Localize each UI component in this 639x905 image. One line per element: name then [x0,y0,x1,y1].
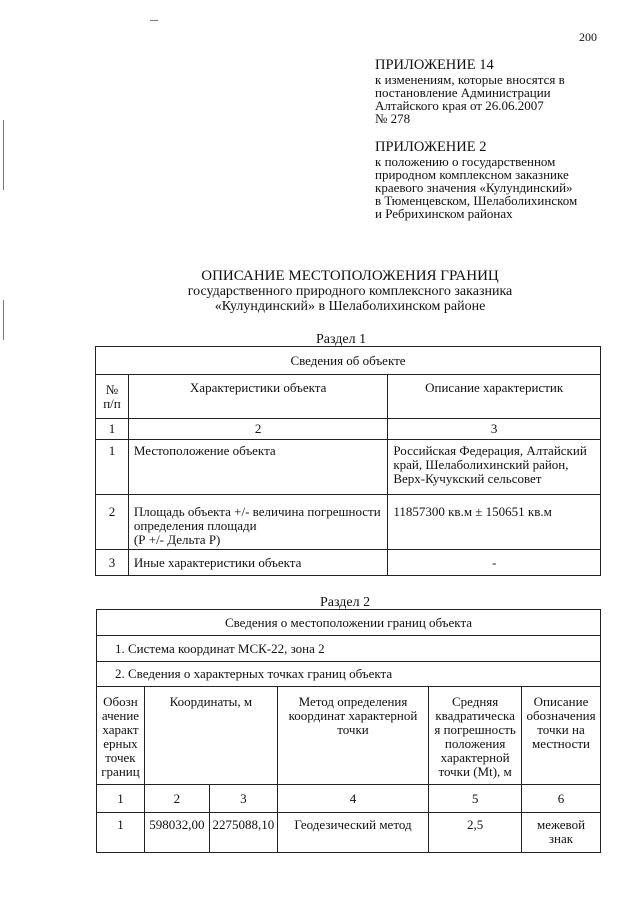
row-number: 3 [96,550,129,576]
header-line: точки [337,722,369,737]
section-1-title: Раздел 1 [316,332,367,347]
header-line: ерных [103,736,138,751]
table-row [97,813,601,853]
scan-mark [3,120,4,190]
point-id: 1 [97,813,145,853]
mean-square-error: 2,5 [429,813,522,853]
header-point-designation [97,687,145,785]
column-number: 5 [429,785,522,813]
point-marker-description [522,813,601,853]
header-num-line: № [105,381,119,397]
header-line: координат характерной [288,708,418,723]
annex-14-heading: ПРИЛОЖЕНИЕ 14 [375,57,494,73]
row-description [388,440,601,495]
column-number: 6 [522,785,601,813]
cell-line: (Р +/- Дельта Р) [133,532,221,547]
cell-line: Местоположение объекта [133,443,276,458]
column-number: 2 [128,419,387,440]
page-number: 200 [579,30,597,44]
annex-14-block [375,58,565,125]
header-line: точек [105,750,136,765]
column-number: 3 [209,785,277,813]
table-row [96,550,601,576]
cell-line: 11857300 кв.м ± 150651 кв.м [393,504,552,519]
header-num [96,375,129,419]
title-line-3: «Кулундинский» в Шелаболихинском районе [214,299,486,314]
annex-14-line: № 278 [375,111,411,126]
annex-14-line: к изменениям, которые вносятся в [375,72,565,87]
table-title: Сведения о местоположении границ объекта [97,610,601,636]
column-number: 1 [96,419,129,440]
row-number: 1 [96,440,129,495]
annex-14-line: постановление Администрации [375,85,551,100]
annex-2-line: краевого значения «Кулундинский» [375,180,573,195]
boundary-location-table [96,609,601,853]
table-title: Сведения об объекте [96,347,601,375]
header-line: ачение [101,708,140,723]
table-row [96,495,601,550]
header-line: местности [532,736,590,751]
cell-line: Площадь объекта +/- величина погрешности [133,504,381,519]
coordinate-system: 1. Система координат МСК-22, зона 2 [97,636,601,662]
annex-2-line: в Тюменцевском, Шелаболихинском [375,193,578,208]
cell-line: знак [548,831,574,846]
column-number: 2 [144,785,209,813]
annex-2-block [375,140,577,220]
column-number: 1 [97,785,145,813]
scan-mark [3,300,4,340]
row-description [388,495,601,550]
coordinate-y: 2275088,10 [209,813,277,853]
header-line: точки (Mt), м [438,764,512,779]
header-line: я погрешность [434,722,516,737]
header-line: Средняя [451,694,499,709]
row-number: 2 [96,495,129,550]
header-num-line: п/п [103,395,121,411]
cell-line: Российская Федерация, Алтайский [393,443,587,458]
table-row [96,440,601,495]
annex-2-heading: ПРИЛОЖЕНИЕ 2 [375,139,487,155]
header-line: Метод определения [298,694,408,709]
coordinate-x: 598032,00 [144,813,209,853]
header-mean-error [429,687,522,785]
header-point-description [522,687,601,785]
header-description: Описание характеристик [388,375,601,419]
row-characteristic [128,495,387,550]
annex-2-line: природном комплексном заказнике [375,167,569,182]
header-line: положения [444,736,506,751]
header-method [277,687,428,785]
row-characteristic [128,440,387,495]
cell-line: межевой [536,817,586,832]
header-line: обозначения [526,708,596,723]
column-number: 4 [277,785,428,813]
header-line: точки на [537,722,585,737]
header-line: Описание [533,694,589,709]
boundary-points-heading: 2. Сведения о характерных точках границ объекта [97,662,601,687]
header-line: характ [102,722,139,737]
header-characteristics: Характеристики объекта [128,375,387,419]
annex-2-line: к положению о государственном [375,154,556,169]
header-line: границ [101,764,140,779]
title-line-1: ОПИСАНИЕ МЕСТОПОЛОЖЕНИЯ ГРАНИЦ [201,268,499,284]
object-info-table [95,346,601,576]
header-line: квадратическа [435,708,515,723]
annex-2-line: и Ребрихинском районах [375,206,513,221]
row-description: - [388,550,601,576]
cell-line: край, Шелаболихинский район, [393,457,569,472]
column-number: 3 [388,419,601,440]
annex-14-line: Алтайского края от 26.06.2007 [375,98,544,113]
header-line: Обозн [103,694,138,709]
cell-line: Верх-Кучукский сельсовет [393,471,542,486]
title-line-2: государственного природного комплексного заказника [187,284,513,299]
cell-line: определения площади [133,518,257,533]
scan-mark [150,20,158,21]
section-2-title: Раздел 2 [320,595,371,610]
document-title [100,268,600,314]
row-characteristic: Иные характеристики объекта [128,550,387,576]
determination-method: Геодезический метод [277,813,428,853]
header-coordinates: Координаты, м [144,687,277,785]
header-line: характерной [440,750,510,765]
